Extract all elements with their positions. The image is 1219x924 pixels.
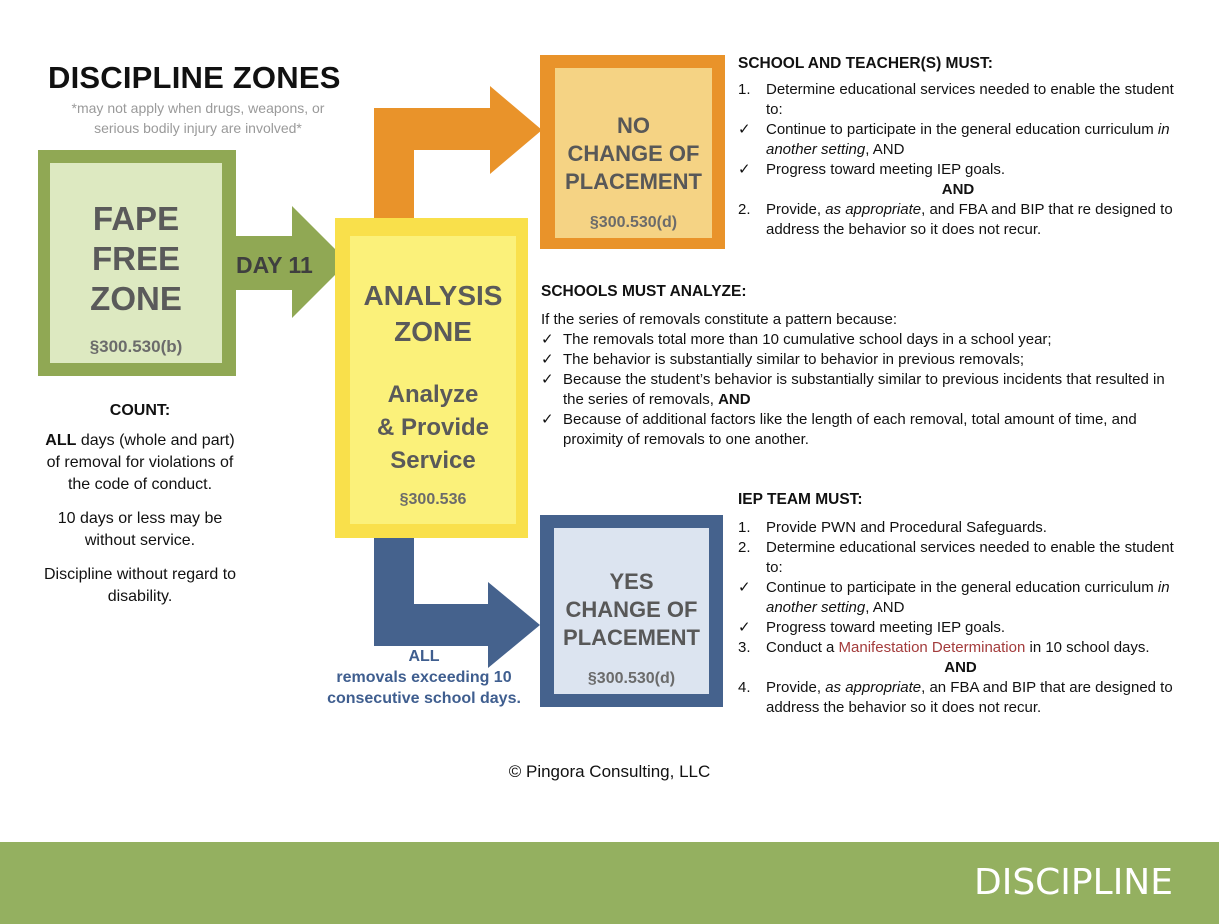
yes-change-box (554, 528, 709, 694)
text-run: , AND (865, 599, 905, 616)
list-item (738, 578, 1183, 618)
analysis-citation: §300.536 (399, 491, 467, 508)
list-item (541, 350, 1186, 370)
fape-line: FREE (91, 240, 180, 277)
text-run: , AND (865, 141, 905, 158)
count-heading: COUNT: (109, 402, 171, 419)
no-change-line: NO (616, 113, 650, 138)
text-run: Conduct a (766, 639, 839, 656)
no-change-arrow (374, 86, 542, 218)
yes-change-line: PLACEMENT (563, 625, 700, 650)
fape-zone-title (90, 199, 182, 319)
check-icon: ✓ (738, 619, 751, 636)
count-paragraph (40, 430, 240, 496)
iep-must-section (738, 490, 1183, 718)
list-item (541, 410, 1186, 450)
page-title: DISCIPLINE ZONES (48, 60, 341, 95)
day11-label: DAY 11 (236, 252, 313, 278)
list-text: Progress toward meeting IEP goals. (766, 619, 1006, 636)
italic-text: in another setting (766, 579, 1170, 616)
fape-line: ZONE (90, 280, 182, 317)
fape-zone-box (50, 163, 222, 363)
list-number: 4. (738, 679, 751, 696)
text-run: Because the student’s behavior is substantially similar to previous incidents that resulted in the series of removals, (563, 371, 1165, 408)
list-item (738, 678, 1183, 718)
count-section (40, 400, 240, 620)
list-text: Determine educational services needed to enable the student to: (766, 81, 1174, 118)
yes-change-citation: §300.530(d) (587, 670, 676, 687)
count-paragraph: 10 days or less may be without service. (57, 510, 223, 549)
yes-change-line: CHANGE OF (565, 597, 698, 622)
analyze-heading: SCHOOLS MUST ANALYZE: (541, 283, 747, 300)
teacher-heading: SCHOOL AND TEACHER(S) MUST: (738, 55, 993, 72)
list-text: Because of additional factors like the length of each removal, total amount of time, and proximity of removals to one another. (563, 411, 1137, 448)
list-text (766, 638, 1183, 658)
fape-citation: §300.530(b) (89, 337, 183, 356)
list-number: 1. (738, 81, 751, 98)
and-connector: AND (944, 659, 977, 676)
list-number: 1. (738, 519, 751, 536)
list-item (738, 518, 1183, 538)
analyze-intro: If the series of removals constitute a pattern because: (541, 311, 898, 328)
list-text: Progress toward meeting IEP goals. (766, 161, 1006, 178)
and-connector: AND (941, 181, 975, 198)
analysis-zone-title (363, 278, 502, 350)
text-run: Provide, (766, 679, 826, 696)
count-all-bold: ALL (45, 432, 77, 449)
teacher-must-section (738, 54, 1178, 240)
footer-title: DISCIPLINE (973, 862, 1173, 903)
italic-text: in another setting (766, 121, 1170, 158)
analysis-line: ANALYSIS (363, 280, 503, 311)
list-number: 2. (738, 539, 751, 556)
list-text: Provide PWN and Procedural Safeguards. (766, 519, 1047, 536)
list-item (738, 618, 1183, 638)
list-number: 3. (738, 639, 751, 656)
all-removals-label (300, 646, 548, 709)
analysis-sub-line: Service (390, 447, 476, 474)
analyze-section (541, 282, 1186, 450)
list-number: 2. (738, 201, 751, 218)
text-run: Continue to participate in the general education curriculum (766, 121, 1158, 138)
count-text: days (whole and part) of removal for violations of the code of conduct. (46, 432, 235, 493)
analysis-sub-line: & Provide (376, 414, 490, 441)
check-icon: ✓ (738, 579, 751, 596)
text-run: in 10 school days. (1025, 639, 1150, 656)
list-text (766, 200, 1178, 240)
bold-text: AND (718, 391, 751, 408)
list-item (738, 200, 1178, 240)
text-run: , an FBA and BIP that are designed to address the behavior so it does not recur. (766, 679, 1173, 716)
all-removals-line: ALL (408, 648, 440, 665)
text-run: Continue to participate in the general education curriculum (766, 579, 1158, 596)
footer-bar (0, 842, 1219, 924)
list-item (738, 638, 1183, 658)
list-text (766, 678, 1183, 718)
no-change-box (555, 68, 712, 238)
list-item (738, 538, 1183, 578)
analysis-line: ZONE (394, 316, 472, 347)
check-icon: ✓ (541, 331, 554, 348)
fape-line: FAPE (92, 200, 180, 237)
list-text: Determine educational services needed to enable the student to: (766, 539, 1174, 576)
italic-text: as appropriate (825, 679, 922, 696)
count-paragraph: Discipline without regard to disability. (43, 566, 237, 605)
analysis-zone-box (350, 236, 516, 524)
no-change-title (565, 112, 702, 196)
iep-heading: IEP TEAM MUST: (738, 491, 863, 508)
check-icon: ✓ (541, 411, 554, 428)
list-item (738, 80, 1178, 120)
check-icon: ✓ (738, 161, 751, 178)
text-run: , and FBA and BIP that re designed to address the behavior so it does not recur. (766, 201, 1173, 238)
exception-note-line: serious bodily injury are involved* (94, 120, 302, 136)
exception-note-line: *may not apply when drugs, weapons, or (71, 100, 325, 116)
no-change-citation: §300.530(d) (589, 214, 678, 231)
list-text: The removals total more than 10 cumulative school days in a school year; (563, 331, 1052, 348)
check-icon: ✓ (541, 371, 554, 388)
text-run: Provide, (766, 201, 826, 218)
list-text: The behavior is substantially similar to behavior in previous removals; (563, 351, 1025, 368)
list-text (766, 578, 1183, 618)
all-removals-line: consecutive school days. (327, 690, 521, 707)
manifestation-determination-link[interactable]: Manifestation Determination (838, 639, 1026, 656)
all-removals-line: removals exceeding 10 (336, 669, 512, 686)
no-change-line: PLACEMENT (565, 169, 702, 194)
list-item (738, 120, 1178, 160)
list-text (563, 370, 1186, 410)
no-change-line: CHANGE OF (567, 141, 700, 166)
list-text (766, 120, 1178, 160)
yes-change-title (563, 568, 700, 652)
check-icon: ✓ (738, 121, 751, 138)
yes-change-line: YES (609, 569, 654, 594)
check-icon: ✓ (541, 351, 554, 368)
copyright: © Pingora Consulting, LLC (508, 762, 711, 781)
list-item (541, 330, 1186, 350)
italic-text: as appropriate (825, 201, 922, 218)
analysis-sub-line: Analyze (387, 381, 479, 408)
list-item (541, 370, 1186, 410)
analysis-subtitle (377, 378, 489, 477)
list-item (738, 160, 1178, 180)
